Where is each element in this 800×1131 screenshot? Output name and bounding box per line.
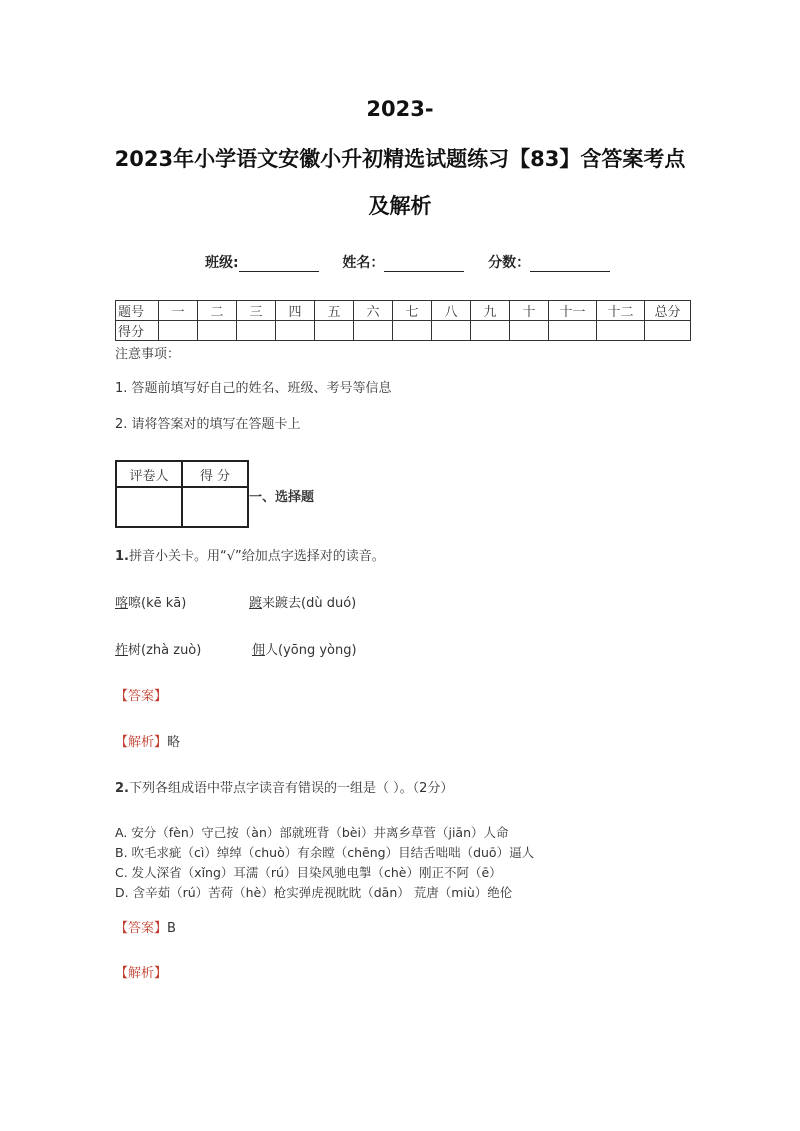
score-table-col: 七 — [393, 301, 432, 321]
q1-item-1 — [115, 592, 186, 611]
score-cell[interactable] — [354, 321, 393, 341]
score-cell[interactable] — [237, 321, 276, 341]
grader-box — [115, 460, 249, 528]
q2-option-a: A. 安分（fèn）守己按（àn）部就班背（bèi）井离乡草菅（jiān）人命 — [115, 825, 509, 840]
class-label: 班级: — [205, 255, 239, 271]
score-cell[interactable] — [393, 321, 432, 341]
q1-item-2-rest: 来踱去(dù duó) — [262, 596, 357, 611]
q2-option-d: D. 含辛茹（rú）苦荷（hè）枪实弹虎视眈眈（dān） 荒唐（miù）绝伦 — [115, 885, 513, 900]
score-table-score-row — [116, 321, 691, 341]
q2-prompt — [115, 777, 453, 796]
q1-item-1-rest: 嚓(kē kā) — [128, 596, 187, 611]
score-cell[interactable] — [432, 321, 471, 341]
class-blank[interactable] — [239, 257, 319, 272]
score-cell[interactable] — [645, 321, 691, 341]
q2-text: 下列各组成语中带点字读音有错误的一组是（ ）。（2分） — [128, 781, 454, 796]
score-label: 分数： — [488, 255, 531, 271]
q1-item-2 — [249, 592, 356, 611]
score-cell[interactable] — [276, 321, 315, 341]
section-title: 一、选择题 — [249, 490, 315, 505]
score-table-col: 十 — [510, 301, 549, 321]
grader-score-label: 得 分 — [182, 461, 248, 487]
score-blank[interactable] — [530, 257, 610, 272]
score-cell[interactable] — [549, 321, 597, 341]
q2-option-b: B. 吹毛求疵（cì）绰绰（chuò）有余瞠（chēng）目结舌咄咄（duō）逼人 — [115, 845, 535, 860]
q2-answer — [115, 917, 176, 936]
score-table-col: 十二 — [597, 301, 645, 321]
title-line-2: 2023年小学语文安徽小升初精选试题练习【83】含答案考点 — [114, 147, 686, 171]
q1-item-1-char: 喀 — [115, 596, 129, 611]
q1-analysis-label: 【解析】 — [115, 735, 168, 750]
score-table-col: 五 — [315, 301, 354, 321]
info-line — [205, 252, 610, 272]
q1-analysis — [115, 731, 180, 750]
grader-score-cell[interactable] — [182, 487, 248, 527]
score-table-col: 总分 — [645, 301, 691, 321]
score-cell[interactable] — [315, 321, 354, 341]
score-cell[interactable] — [198, 321, 237, 341]
notice-item-1: 1. 答题前填写好自己的姓名、班级、考号等信息 — [115, 381, 392, 396]
q2-answer-value: B — [167, 921, 176, 936]
grader-signature-cell[interactable] — [116, 487, 182, 527]
score-table-col: 九 — [471, 301, 510, 321]
name-label: 姓名： — [342, 255, 385, 271]
score-table-col: 十一 — [549, 301, 597, 321]
score-cell[interactable] — [471, 321, 510, 341]
q2-analysis-label: 【解析】 — [115, 966, 168, 981]
name-blank[interactable] — [384, 257, 464, 272]
score-table-col: 一 — [159, 301, 198, 321]
q2-number: 2. — [115, 781, 129, 796]
q2-option-c: C. 发人深省（xǐng）耳濡（rú）目染风驰电掣（chè）刚正不阿（ē） — [115, 865, 502, 880]
score-table-col: 三 — [237, 301, 276, 321]
score-cell[interactable] — [510, 321, 549, 341]
title-line-1: 2023- — [366, 97, 434, 121]
score-table-label-qnum: 题号 — [116, 301, 159, 321]
notice-title: 注意事项： — [115, 347, 181, 362]
score-table-col: 八 — [432, 301, 471, 321]
notice-item-2: 2. 请将答案对的填写在答题卡上 — [115, 417, 301, 432]
score-table-label-score: 得分 — [116, 321, 159, 341]
q2-answer-label: 【答案】 — [115, 921, 168, 936]
score-table-header-row — [116, 301, 691, 321]
score-table-col: 二 — [198, 301, 237, 321]
q1-number: 1. — [115, 549, 129, 564]
q1-item-4-char: 佣 — [252, 643, 266, 658]
q1-item-3-char: 柞 — [115, 643, 129, 658]
q1-item-3 — [115, 639, 201, 658]
q1-answer-label: 【答案】 — [115, 689, 168, 704]
q1-text: 拼音小关卡。用“√”给加点字选择对的读音。 — [128, 549, 385, 564]
score-cell[interactable] — [597, 321, 645, 341]
score-cell[interactable] — [159, 321, 198, 341]
q1-prompt — [115, 545, 385, 564]
q1-item-2-char: 踱 — [249, 596, 263, 611]
score-table — [115, 300, 691, 341]
q1-item-4-rest: 人(yōng yòng) — [265, 643, 357, 658]
title-line-3: 及解析 — [368, 194, 432, 218]
grader-label: 评卷人 — [116, 461, 182, 487]
score-table-col: 六 — [354, 301, 393, 321]
q1-analysis-text: 略 — [167, 735, 181, 750]
q1-item-4 — [252, 639, 357, 658]
q1-item-3-rest: 树(zhà zuò) — [128, 643, 202, 658]
score-table-col: 四 — [276, 301, 315, 321]
